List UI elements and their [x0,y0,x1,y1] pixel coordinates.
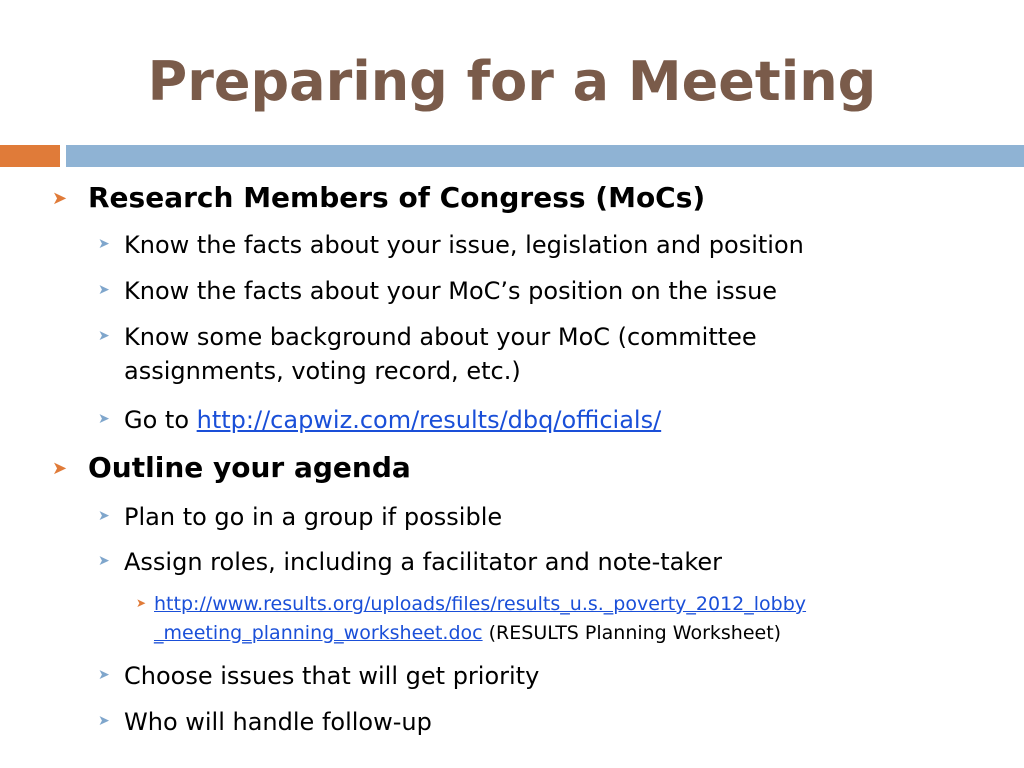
list-item [98,500,502,534]
bullet-label: Outline your agenda [88,451,411,484]
list-item [98,320,898,388]
arrow-bullet-icon: ➤ [98,411,110,427]
worksheet-link-part1: http://www.results.org/uploads/files/results_u.s._poverty_2012_lobby [154,593,807,615]
list-item-text: Plan to go in a group if possible [124,503,503,531]
capwiz-link[interactable]: http://capwiz.com/results/dbq/officials/ [196,406,662,434]
arrow-bullet-icon: ➤ [98,508,110,524]
arrow-bullet-icon: ➤ [98,282,110,298]
arrow-bullet-icon: ➤ [98,553,110,569]
goto-label: Go to [124,406,197,434]
arrow-bullet-icon: ➤ [98,328,110,344]
list-item-text: Know some background about your MoC (committee assignments, voting record, etc.) [124,323,757,385]
list-item-text: Know the facts about your issue, legislation and position [124,231,804,259]
slide-title: Preparing for a Meeting [147,50,877,113]
arrow-bullet-icon: ➤ [52,458,68,479]
arrow-bullet-icon: ➤ [136,596,147,610]
arrow-bullet-icon: ➤ [98,236,110,252]
arrow-bullet-icon: ➤ [98,713,110,729]
list-item [98,403,661,437]
arrow-bullet-icon: ➤ [98,667,110,683]
bullet-label: Research Members of Congress (MoCs) [88,181,706,214]
list-item [98,659,539,693]
list-item-text: Know the facts about your MoC’s position on the issue [124,277,778,305]
worksheet-item [136,590,1006,648]
bullet-research [52,180,705,216]
worksheet-link-part2: _meeting_planning_worksheet.doc [154,622,483,644]
list-item-text: Choose issues that will get priority [124,662,540,690]
list-item [98,705,432,739]
worksheet-suffix: (RESULTS Planning Worksheet) [482,622,782,644]
list-item-text: Who will handle follow-up [124,708,432,736]
arrow-bullet-icon: ➤ [52,188,68,209]
list-item [98,545,722,579]
list-item-text: Assign roles, including a facilitator and note-taker [124,548,723,576]
bullet-agenda [52,450,411,486]
list-item [98,228,804,262]
list-item [98,274,777,308]
